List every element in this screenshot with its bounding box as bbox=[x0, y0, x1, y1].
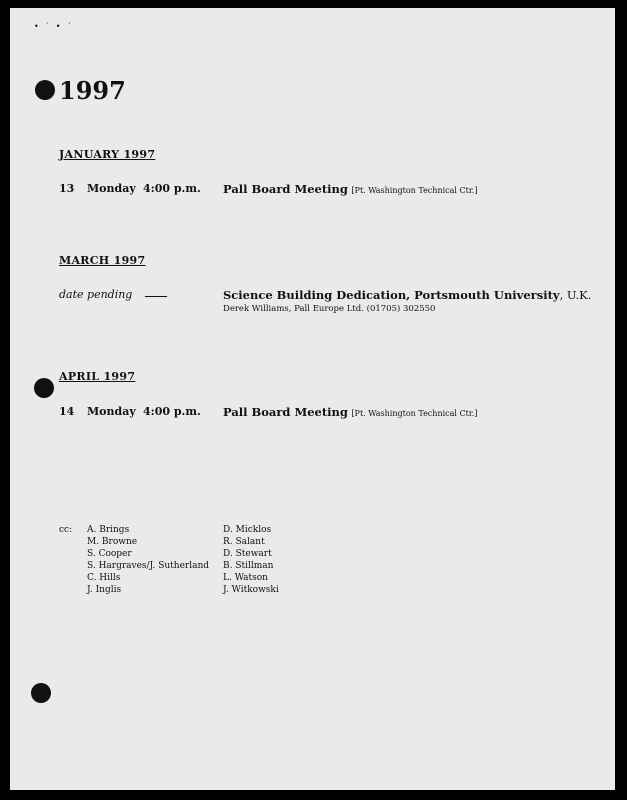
event-title: Pall Board Meeting bbox=[223, 405, 348, 419]
punch-hole-top bbox=[35, 80, 55, 100]
event-location: [Pt. Washington Technical Ctr.] bbox=[351, 409, 478, 418]
date-dash bbox=[145, 287, 167, 300]
cc-name: M. Browne bbox=[87, 537, 138, 547]
page-title-year: 1997 bbox=[59, 76, 126, 105]
cc-name: D. Stewart bbox=[223, 549, 272, 559]
event-day: 13 bbox=[59, 182, 75, 195]
cc-right-column bbox=[223, 524, 279, 596]
cc-name: B. Stillman bbox=[223, 561, 274, 571]
cc-label: cc: bbox=[59, 525, 73, 535]
event-title: Pall Board Meeting bbox=[223, 182, 348, 196]
punch-hole-bottom bbox=[31, 683, 51, 703]
event-title: Science Building Dedication, Portsmouth University bbox=[223, 288, 560, 302]
event-day: 14 bbox=[59, 405, 75, 418]
event-description bbox=[223, 182, 477, 196]
section-april-heading: APRIL 1997 bbox=[59, 370, 136, 383]
event-location: [Pt. Washington Technical Ctr.] bbox=[351, 186, 478, 195]
event-contact: Derek Williams, Pall Europe Ltd. (01705) 302550 bbox=[223, 304, 436, 314]
cc-name: D. Micklos bbox=[223, 525, 272, 535]
event-description bbox=[223, 288, 591, 302]
cc-name: C. Hills bbox=[87, 573, 121, 583]
event-description bbox=[223, 405, 477, 419]
event-time: 4:00 p.m. bbox=[143, 182, 201, 195]
section-march-heading: MARCH 1997 bbox=[59, 254, 146, 267]
cc-name: J. Inglis bbox=[87, 585, 122, 595]
document-page bbox=[10, 8, 615, 790]
cc-name: J. Witkowski bbox=[223, 585, 279, 595]
cc-name: S. Cooper bbox=[87, 549, 132, 559]
cc-name: R. Salant bbox=[223, 537, 265, 547]
punch-hole-middle bbox=[34, 378, 54, 398]
cc-left-column bbox=[87, 524, 209, 596]
cc-name: L. Watson bbox=[223, 573, 268, 583]
event-weekday: Monday bbox=[87, 182, 136, 195]
section-january-heading: JANUARY 1997 bbox=[59, 148, 156, 161]
event-title-suffix: , U.K. bbox=[559, 288, 592, 302]
event-weekday: Monday bbox=[87, 405, 136, 418]
cc-name: S. Hargraves/J. Sutherland bbox=[87, 561, 210, 571]
event-time: 4:00 p.m. bbox=[143, 405, 201, 418]
cc-name: A. Brings bbox=[87, 525, 130, 535]
stray-marks: • ˙ • ´ bbox=[34, 22, 74, 31]
event-date-pending: date pending bbox=[59, 288, 133, 301]
